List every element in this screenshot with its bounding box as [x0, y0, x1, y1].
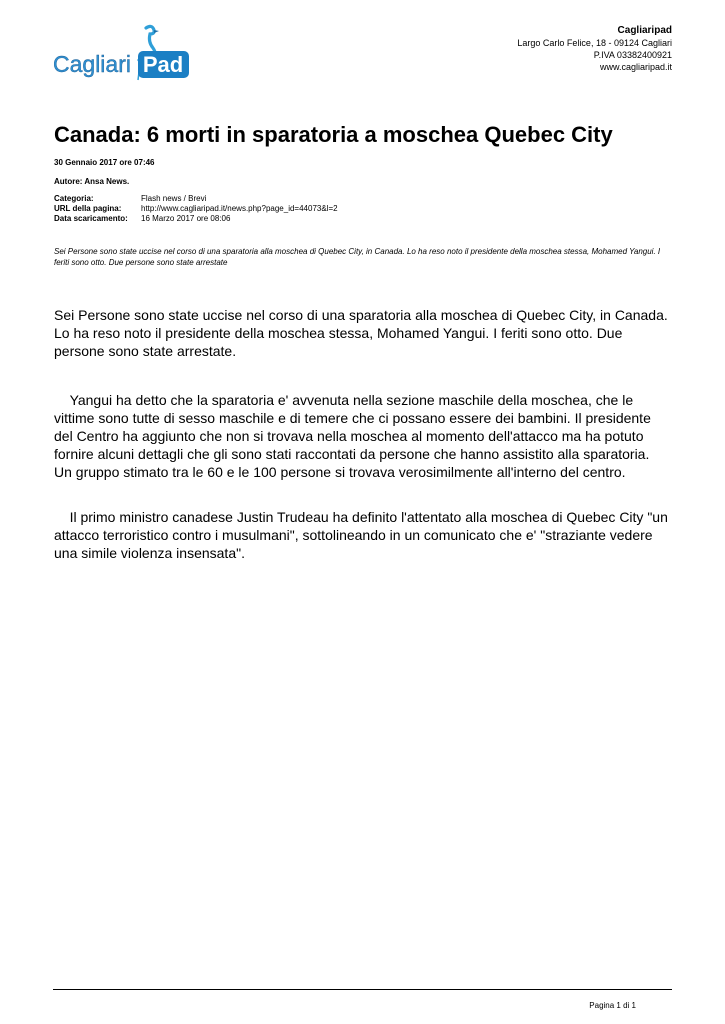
company-name: Cagliaripad [617, 25, 672, 36]
logo-cagliari-text: Cagliari [53, 51, 131, 77]
footer-divider [53, 989, 672, 990]
page-number: Pagina 1 di 1 [589, 1001, 636, 1010]
article-summary: Sei Persone sono state uccise nel corso di una sparatoria alla moschea di Quebec City, in Canada. Lo ha reso noto il presidente della moschea stessa, Mohamed Yangui. I feriti sono otto. Due persone sono state arrestate [54, 247, 661, 267]
meta-row-download-date [54, 214, 338, 224]
meta-row-category [54, 194, 338, 204]
company-address: Largo Carlo Felice, 18 - 09124 Cagliari [517, 38, 672, 48]
meta-value: Flash news / Brevi [141, 194, 207, 203]
article-author: Autore: Ansa News. [54, 177, 130, 186]
article-paragraph: Sei Persone sono state uccise nel corso di una sparatoria alla moschea di Quebec City, in Canada. Lo ha reso noto il presidente della moschea stessa, Mohamed Yangui. I feriti sono otto. Due persone sono state arrestate. [54, 307, 672, 359]
article-meta [54, 194, 338, 224]
meta-label: Data scaricamento: [54, 214, 128, 223]
company-website[interactable]: www.cagliaripad.it [599, 62, 672, 72]
logo-pad-text: Pad [142, 52, 184, 77]
cagliaripad-logo[interactable] [52, 22, 192, 84]
article-title: Canada: 6 morti in sparatoria a moschea Quebec City [54, 122, 613, 147]
meta-url-link[interactable]: http://www.cagliaripad.it/news.php?page_id=44073&l=2 [141, 204, 338, 213]
article-paragraph: Il primo ministro canadese Justin Trudeau ha definito l'attentato alla moschea di Quebec City "un attacco terroristico contro i musulmani", sottolineando in un comunicato che e' "straziante vedere una simile violenza insensata". [54, 509, 672, 561]
meta-label: URL della pagina: [54, 204, 122, 213]
meta-label: Categoria: [54, 194, 94, 203]
meta-row-url [54, 204, 338, 214]
meta-value: 16 Marzo 2017 ore 08:06 [141, 214, 231, 223]
article-date: 30 Gennaio 2017 ore 07:46 [54, 158, 155, 167]
company-info [517, 25, 672, 73]
company-vat: P.IVA 03382400921 [593, 50, 672, 60]
article-paragraph: Yangui ha detto che la sparatoria e' avvenuta nella sezione maschile della moschea, che le vittime sono tutte di sesso maschile e di temere che ci possano essere dei bambini. Il presidente del Centro ha aggiunto che non si trovava nella moschea al momento dell'attacco ma ha potuto fornire alcuni dettagli che gli sono stati raccontati da persone che hanno assistito alla sparatoria. Un gruppo stimato tra le 60 e le 100 persone si trovava verosimilmente all'interno del centro. [54, 392, 655, 480]
